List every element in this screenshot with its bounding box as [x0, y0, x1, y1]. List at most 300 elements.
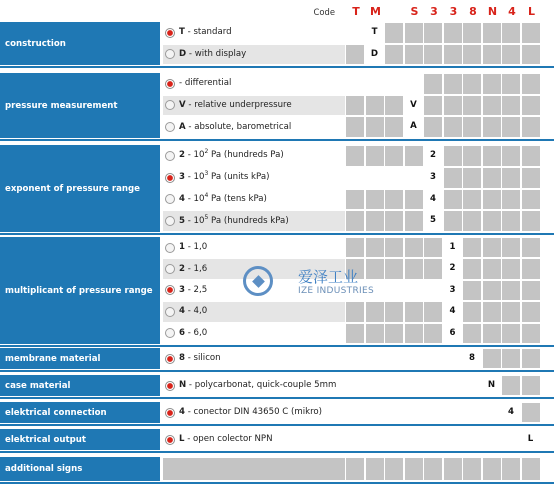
radio-selected-icon[interactable]	[165, 28, 175, 38]
grid-cell	[405, 259, 423, 278]
option-desc: - silicon	[184, 353, 221, 363]
grid-cell	[366, 96, 384, 116]
grid-cell	[502, 238, 520, 257]
grid-cell	[444, 168, 462, 188]
grid-cell	[366, 238, 384, 257]
grid-cell	[463, 403, 481, 422]
code-letter-8: N	[484, 3, 502, 21]
section-divider	[0, 370, 554, 372]
section-divider	[0, 139, 554, 141]
grid-cell	[346, 211, 364, 231]
radio-icon[interactable]	[165, 307, 175, 317]
option-label	[179, 49, 246, 59]
grid-cell	[463, 146, 481, 166]
grid-cell	[424, 376, 442, 395]
code-letter-9: 4	[503, 3, 521, 21]
option-row[interactable]	[163, 259, 345, 278]
option-desc: - 10	[184, 172, 205, 183]
radio-selected-icon[interactable]	[165, 354, 175, 364]
grid-cell	[366, 117, 384, 137]
grid-cell	[346, 259, 364, 278]
code-cell: A	[405, 117, 423, 137]
section-label: elektrical output	[5, 434, 86, 445]
grid-cell	[502, 168, 520, 188]
grid-cell	[405, 302, 423, 321]
section-divider	[0, 345, 554, 347]
radio-icon[interactable]	[165, 100, 175, 110]
grid-cell	[463, 74, 481, 94]
option-desc: - differential	[179, 78, 232, 89]
option-desc: - open colector NPN	[184, 434, 273, 444]
grid-cell	[385, 259, 403, 278]
grid-cell	[463, 211, 481, 231]
option-code: V	[179, 99, 186, 110]
option-row[interactable]	[163, 168, 345, 188]
grid-cell	[346, 281, 364, 300]
grid-cell	[522, 211, 540, 231]
grid-cell	[463, 376, 481, 395]
option-desc: - 6,0	[184, 327, 208, 338]
grid-cell	[366, 324, 384, 343]
grid-cell	[346, 74, 364, 94]
radio-selected-icon[interactable]	[165, 79, 175, 89]
grid-cell	[463, 117, 481, 137]
grid-cell	[502, 376, 520, 395]
grid-cell	[405, 146, 423, 166]
code-cell: 1	[444, 238, 462, 257]
option-row[interactable]	[163, 324, 345, 343]
grid-cell	[483, 281, 501, 300]
grid-cell	[346, 96, 364, 116]
grid-cell	[444, 96, 462, 116]
grid-cell	[424, 238, 442, 257]
code-letter-10: L	[523, 3, 541, 21]
option-label	[179, 380, 336, 390]
grid-cell	[385, 146, 403, 166]
option-label	[179, 150, 284, 160]
grid-cell	[385, 190, 403, 210]
grid-cell	[483, 302, 501, 321]
section-divider	[0, 451, 554, 453]
grid-cell	[385, 45, 403, 65]
code-cell: V	[405, 96, 423, 116]
grid-cell	[424, 96, 442, 116]
grid-cell	[366, 403, 384, 422]
section-label: membrane material	[5, 353, 101, 364]
radio-icon[interactable]	[165, 216, 175, 226]
grid-cell	[483, 190, 501, 210]
grid-cell	[405, 349, 423, 368]
grid-cell	[502, 190, 520, 210]
grid-cell	[346, 430, 364, 449]
option-desc: - conector DIN 43650 C (mikro)	[184, 407, 323, 417]
option-label	[179, 78, 231, 88]
grid-cell	[405, 376, 423, 395]
option-row[interactable]	[163, 117, 345, 137]
option-row[interactable]	[163, 146, 345, 166]
watermark-en: IZE INDUSTRIES	[298, 286, 374, 296]
option-row[interactable]	[163, 403, 345, 422]
grid-cell	[346, 238, 364, 257]
grid-cell	[502, 259, 520, 278]
grid-cell	[522, 349, 540, 368]
option-code: 2	[179, 263, 185, 274]
grid-cell	[444, 74, 462, 94]
section-label: pressure measurement	[5, 100, 118, 111]
option-desc: - 10	[184, 150, 205, 161]
grid-cell	[444, 349, 462, 368]
grid-cell	[405, 45, 423, 65]
section-label: exponent of pressure range	[5, 183, 140, 194]
grid-cell	[405, 23, 423, 43]
grid-cell	[405, 458, 423, 480]
grid-cell	[463, 190, 481, 210]
grid-cell	[502, 117, 520, 137]
option-code: 6	[179, 327, 185, 338]
grid-cell	[444, 45, 462, 65]
grid-cell	[424, 259, 442, 278]
grid-cell	[366, 259, 384, 278]
grid-cell	[463, 259, 481, 278]
code-cell: 4	[444, 302, 462, 321]
grid-cell	[366, 458, 384, 480]
section-divider	[0, 66, 554, 68]
grid-cell	[346, 45, 364, 65]
grid-cell	[444, 190, 462, 210]
option-row[interactable]	[163, 96, 345, 116]
section-label: multiplicant of pressure range	[5, 285, 153, 296]
option-desc: - 1,0	[184, 242, 208, 253]
option-desc: - polycarbonat, quick-couple 5mm	[186, 380, 337, 390]
grid-cell	[444, 430, 462, 449]
code-cell: D	[366, 45, 384, 65]
option-code: 4	[179, 306, 185, 317]
option-row[interactable]	[163, 74, 345, 94]
option-desc: - relative underpressure	[185, 99, 292, 110]
grid-cell	[366, 190, 384, 210]
grid-cell	[502, 281, 520, 300]
grid-cell	[346, 146, 364, 166]
code-cell: 5	[424, 211, 442, 231]
grid-cell	[522, 324, 540, 343]
grid-cell	[522, 45, 540, 65]
grid-cell	[463, 96, 481, 116]
option-code: 8	[179, 353, 185, 363]
radio-icon[interactable]	[165, 49, 175, 59]
option-label	[179, 285, 207, 295]
grid-cell	[385, 281, 403, 300]
grid-cell	[346, 190, 364, 210]
watermark-cn: 爱泽工业	[298, 268, 359, 286]
grid-cell	[463, 302, 481, 321]
grid-cell	[346, 23, 364, 43]
grid-cell	[463, 458, 481, 480]
code-cell	[405, 74, 423, 94]
grid-cell	[385, 458, 403, 480]
code-letter-4: S	[406, 3, 424, 21]
grid-cell	[366, 376, 384, 395]
grid-cell	[405, 324, 423, 343]
code-header-label: Code	[163, 3, 345, 21]
grid-cell	[424, 281, 442, 300]
grid-cell	[502, 458, 520, 480]
grid-cell	[385, 324, 403, 343]
grid-cell	[346, 458, 364, 480]
option-code: N	[179, 380, 187, 390]
grid-cell	[366, 281, 384, 300]
grid-cell	[522, 376, 540, 395]
grid-cell	[444, 146, 462, 166]
radio-icon[interactable]	[165, 328, 175, 338]
grid-cell	[522, 23, 540, 43]
option-row[interactable]	[163, 302, 345, 321]
grid-cell	[385, 430, 403, 449]
grid-cell	[424, 430, 442, 449]
grid-cell	[463, 281, 481, 300]
radio-selected-icon[interactable]	[165, 285, 175, 295]
option-row[interactable]	[163, 376, 345, 395]
grid-cell	[385, 23, 403, 43]
grid-cell	[424, 403, 442, 422]
radio-icon[interactable]	[165, 264, 175, 274]
grid-cell	[405, 281, 423, 300]
section-label: case material	[5, 380, 71, 391]
grid-cell	[483, 74, 501, 94]
section-divider	[0, 397, 554, 399]
option-label	[179, 172, 269, 182]
code-cell: 4	[424, 190, 442, 210]
radio-icon[interactable]	[165, 194, 175, 204]
option-code: L	[179, 434, 185, 444]
option-code: A	[179, 121, 186, 132]
grid-cell	[385, 117, 403, 137]
grid-cell	[366, 302, 384, 321]
option-desc: - with display	[186, 48, 247, 59]
grid-cell	[483, 458, 501, 480]
grid-cell	[424, 45, 442, 65]
section-divider	[0, 424, 554, 426]
radio-icon[interactable]	[165, 122, 175, 132]
option-row[interactable]	[163, 23, 345, 43]
grid-cell	[522, 74, 540, 94]
section-divider	[0, 482, 554, 484]
grid-cell	[405, 403, 423, 422]
radio-selected-icon[interactable]	[165, 381, 175, 391]
grid-cell	[502, 96, 520, 116]
section-divider	[0, 233, 554, 235]
grid-cell	[346, 349, 364, 368]
grid-cell	[483, 403, 501, 422]
grid-cell	[366, 168, 384, 188]
option-desc: - standard	[184, 27, 232, 38]
code-cell: 6	[444, 324, 462, 343]
grid-cell	[522, 302, 540, 321]
option-row[interactable]	[163, 190, 345, 210]
grid-cell	[483, 349, 501, 368]
grid-cell	[522, 190, 540, 210]
option-code: 4	[179, 407, 185, 417]
option-code: 4	[179, 193, 185, 204]
option-label	[179, 27, 232, 37]
option-label	[179, 242, 207, 252]
radio-selected-icon[interactable]	[165, 173, 175, 183]
grid-cell	[483, 96, 501, 116]
option-desc: - 2,5	[184, 284, 208, 295]
grid-cell	[385, 211, 403, 231]
grid-cell	[405, 211, 423, 231]
option-exponent: 4	[204, 191, 209, 199]
grid-cell	[502, 23, 520, 43]
grid-cell	[385, 238, 403, 257]
grid-cell	[463, 324, 481, 343]
grid-cell	[502, 74, 520, 94]
grid-cell	[366, 74, 384, 94]
section-label: elektrical connection	[5, 407, 107, 418]
grid-cell	[444, 211, 462, 231]
option-exponent: 5	[204, 213, 209, 221]
option-row[interactable]	[163, 349, 345, 368]
grid-cell	[483, 211, 501, 231]
code-letter-5: 3	[425, 3, 443, 21]
option-label	[179, 434, 273, 444]
code-letter-7: 8	[464, 3, 482, 21]
code-letter-3	[386, 3, 404, 21]
option-desc-unit: Pa (tens kPa)	[208, 193, 267, 204]
grid-cell	[346, 376, 364, 395]
option-row[interactable]	[163, 45, 345, 65]
grid-cell	[385, 376, 403, 395]
grid-cell	[522, 458, 540, 480]
grid-cell	[444, 458, 462, 480]
grid-cell	[522, 281, 540, 300]
grid-cell	[366, 211, 384, 231]
code-cell: 3	[424, 168, 442, 188]
grid-cell	[385, 168, 403, 188]
option-code: 2	[179, 150, 185, 161]
code-letter-2: M	[367, 3, 385, 21]
option-desc: - 10	[184, 193, 205, 204]
grid-cell	[522, 168, 540, 188]
grid-cell	[366, 430, 384, 449]
grid-cell	[483, 430, 501, 449]
grid-cell	[346, 302, 364, 321]
option-label	[179, 328, 207, 338]
grid-cell	[444, 23, 462, 43]
grid-cell	[463, 238, 481, 257]
code-cell: 2	[444, 259, 462, 278]
code-cell: 4	[502, 403, 520, 422]
option-label	[179, 191, 267, 204]
option-code: T	[179, 27, 185, 38]
grid-cell	[346, 168, 364, 188]
grid-cell	[522, 238, 540, 257]
section-label: additional signs	[5, 464, 83, 474]
grid-cell	[502, 349, 520, 368]
option-row[interactable]	[163, 281, 345, 300]
option-desc: - 10	[184, 215, 205, 226]
option-label	[179, 407, 322, 417]
grid-cell	[502, 146, 520, 166]
option-desc: - 4,0	[184, 306, 208, 317]
option-label	[179, 306, 207, 316]
option-row[interactable]	[163, 430, 345, 449]
grid-cell	[385, 96, 403, 116]
code-cell: L	[522, 430, 540, 449]
grid-cell	[366, 146, 384, 166]
grid-cell	[424, 349, 442, 368]
option-desc-unit: Pa (hundreds kPa)	[208, 215, 289, 226]
grid-cell	[522, 117, 540, 137]
radio-selected-icon[interactable]	[165, 435, 175, 445]
grid-cell	[405, 190, 423, 210]
grid-cell	[405, 430, 423, 449]
grid-cell	[346, 324, 364, 343]
grid-cell	[385, 74, 403, 94]
option-row[interactable]	[163, 238, 345, 257]
grid-cell	[483, 324, 501, 343]
grid-cell	[424, 117, 442, 137]
section-label: construction	[5, 38, 66, 49]
grid-cell	[385, 302, 403, 321]
code-cell: 8	[463, 349, 481, 368]
grid-cell	[483, 117, 501, 137]
radio-icon[interactable]	[165, 151, 175, 161]
option-exponent: 2	[204, 148, 209, 156]
grid-cell	[483, 45, 501, 65]
grid-cell	[444, 403, 462, 422]
option-desc-unit: Pa (hundreds Pa)	[208, 150, 284, 161]
grid-cell	[366, 349, 384, 368]
radio-selected-icon[interactable]	[165, 408, 175, 418]
grid-cell	[424, 74, 442, 94]
grid-cell	[483, 146, 501, 166]
option-code: 5	[179, 215, 185, 226]
grid-cell	[483, 168, 501, 188]
grid-cell	[346, 117, 364, 137]
grid-cell	[483, 238, 501, 257]
code-cell: T	[366, 23, 384, 43]
option-row[interactable]	[163, 211, 345, 231]
option-code: D	[179, 48, 187, 59]
option-desc: - 1,6	[184, 263, 208, 274]
grid-cell	[405, 238, 423, 257]
grid-cell	[483, 23, 501, 43]
radio-icon[interactable]	[165, 243, 175, 253]
option-exponent: 3	[204, 170, 209, 178]
option-label	[179, 264, 207, 274]
option-desc: - absolute, barometrical	[185, 121, 292, 132]
grid-cell	[463, 45, 481, 65]
grid-cell	[424, 302, 442, 321]
option-code: 3	[179, 172, 185, 183]
code-cell: N	[483, 376, 501, 395]
grid-cell	[463, 23, 481, 43]
option-label	[179, 213, 289, 226]
grid-cell	[502, 324, 520, 343]
empty-row	[163, 458, 345, 480]
option-label	[179, 100, 292, 110]
grid-cell	[424, 458, 442, 480]
grid-cell	[502, 45, 520, 65]
option-code: 3	[179, 284, 185, 295]
grid-cell	[385, 403, 403, 422]
code-letter-1: T	[347, 3, 365, 21]
grid-cell	[502, 302, 520, 321]
grid-cell	[346, 403, 364, 422]
grid-cell	[522, 259, 540, 278]
option-label	[179, 353, 221, 363]
grid-cell	[385, 349, 403, 368]
